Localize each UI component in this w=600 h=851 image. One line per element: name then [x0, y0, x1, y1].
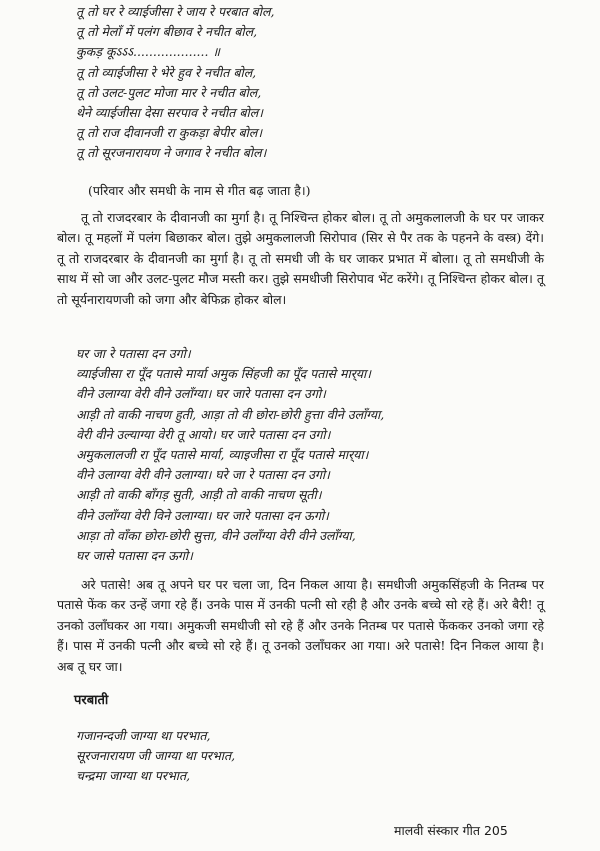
verse-line: तू तो घर रे व्याईजीसा रे जाय रे परबात बोल, — [76, 4, 275, 19]
verse-line: आड़ा तो वाँका छोरा-छोरी सुत्ता, वीने उलाँग्या वेरी वीने उलाँग्या, — [76, 527, 356, 543]
verse-line: चन्द्रमा जाग्या था परभात, — [76, 768, 191, 784]
book-title: मालवी संस्कार गीत — [394, 823, 480, 838]
page-number: 205 — [483, 823, 508, 838]
verse-line: कुकड़ कूऽऽऽ................... ॥ — [76, 44, 220, 60]
verse-line: तू तो सूरजनारायण ने जगाव रे नचीत बोल। — [76, 145, 267, 161]
page-footer — [394, 822, 508, 839]
verse-line: तू तो व्याईजीसा रे भेरे हुव रे नचीत बोल, — [76, 64, 257, 80]
prose-paragraph-2: अरे पतासे! अब तू अपने घर पर चला जा, दिन निकल आया है। समधीजी अमुकसिंहजी के नितम्ब पर पतासे फेंक कर उन्हें जगा रहे हैं। उनके पास में उनकी पत्नी सो रही है और उनके बच्चे सो रहे हैं। अरे बैरी! तू उनको उलाँघकर आ गया। अमुकजी समधीजी सो रहे हैं और उनके नितम्ब पर पतासे फेंककर उनको जगा रहे हैं। पास में उनकी पत्नी और बच्चे सो रहे हैं। तू उनको उलाँघकर आ गया। अरे पतासे! दिन निकल आया है। अब तू घर जा। — [57, 577, 544, 674]
verse-line: थेने व्याईजीसा देसा सरपाव रे नचीत बोल। — [76, 105, 263, 121]
verse-line: तू तो राज दीवानजी रा कुकड़ा बेपीर बोल। — [76, 125, 263, 141]
prose-paragraph-1: तू तो राजदरबार के दीवानजी का मुर्गा है। तू निश्चिन्त होकर बोल। तू तो अमुकलालजी के घर पर जाकर बोल। तू महलों में पलंग बिछाकर बोल। तुझे अमुकलालजी सिरोपाव (सिर से पैर तक के पहनने के वस्त्र) देंगे। तू तो राजदरबार के दीवानजी का मुर्गा है। तू तो समधी जी के घर जाकर प्रभात में बोला। तू तो समधीजी के साथ में सो जा और उलट-पुलट मौज मस्ती कर। तुझे समधीजी सिरोपाव भेंट करेंगे। तू निश्चिन्त होकर बोल। तू तो सूर्यनारायणजी को जगा और बेफिक्र होकर बोल। — [57, 210, 544, 307]
verse-line: गजानन्दजी जाग्या था परभात, — [76, 728, 211, 743]
verse-line: व्याईजीसा रा पूँद पतासे मार्या अमुक सिंहजी का पूँद पतासे मार्‌या। — [76, 366, 372, 382]
verse-block-3 — [76, 726, 546, 787]
verse-line: वीने उलाग्या वेरी वीने उलाँग्या। घर जारे पतासा दन उगो। — [76, 386, 326, 402]
verse-line: सूरजनारायण जी जाग्या था परभात, — [76, 748, 236, 764]
verse-line: आड़ी तो वाकी नाचण हुती, आड़ा तो वी छोरा-छोरी हुत्ता वीने उलाँग्या, — [76, 406, 385, 422]
verse-line: वेरी वीने उल्याग्या वेरी तू आयो। घर जारे पतासा दन उगो। — [76, 426, 331, 442]
verse-line: वीने उलाँग्या वेरी विने उलाग्या। घर जारे पतासा दन ऊगो। — [76, 507, 329, 523]
verse-line: घर जासे पतासा दन ऊगो। — [76, 548, 193, 564]
verse-line: तू तो उलट-पुलट मोजा मार रे नचीत बोल, — [76, 84, 262, 100]
verse-block-1 — [76, 2, 546, 164]
verse-line: आड़ी तो वाकी बाँगड़ सुती, आड़ी तो वाकी नाचण सूती। — [76, 487, 322, 503]
editor-note: (परिवार और समधी के नाम से गीत बढ़ जाता है।) — [88, 183, 311, 198]
verse-line: वीने उलाग्या वेरी वीने उलाग्या। घरे जा रे पतासा दन उगो। — [76, 467, 330, 483]
verse-line: घर जा रे पतासा दन उगो। — [76, 346, 191, 361]
verse-line: अमुकलालजी रा पूँद पतासे मार्या, व्याइजीसा रा पूँद पतासे मार्‌या। — [76, 447, 369, 463]
verse-block-2 — [76, 344, 546, 566]
verse-line: तू तो मेलाँ में पलंग बीछाव रे नचीत बोल, — [76, 24, 258, 40]
section-heading: परबाती — [74, 693, 109, 708]
